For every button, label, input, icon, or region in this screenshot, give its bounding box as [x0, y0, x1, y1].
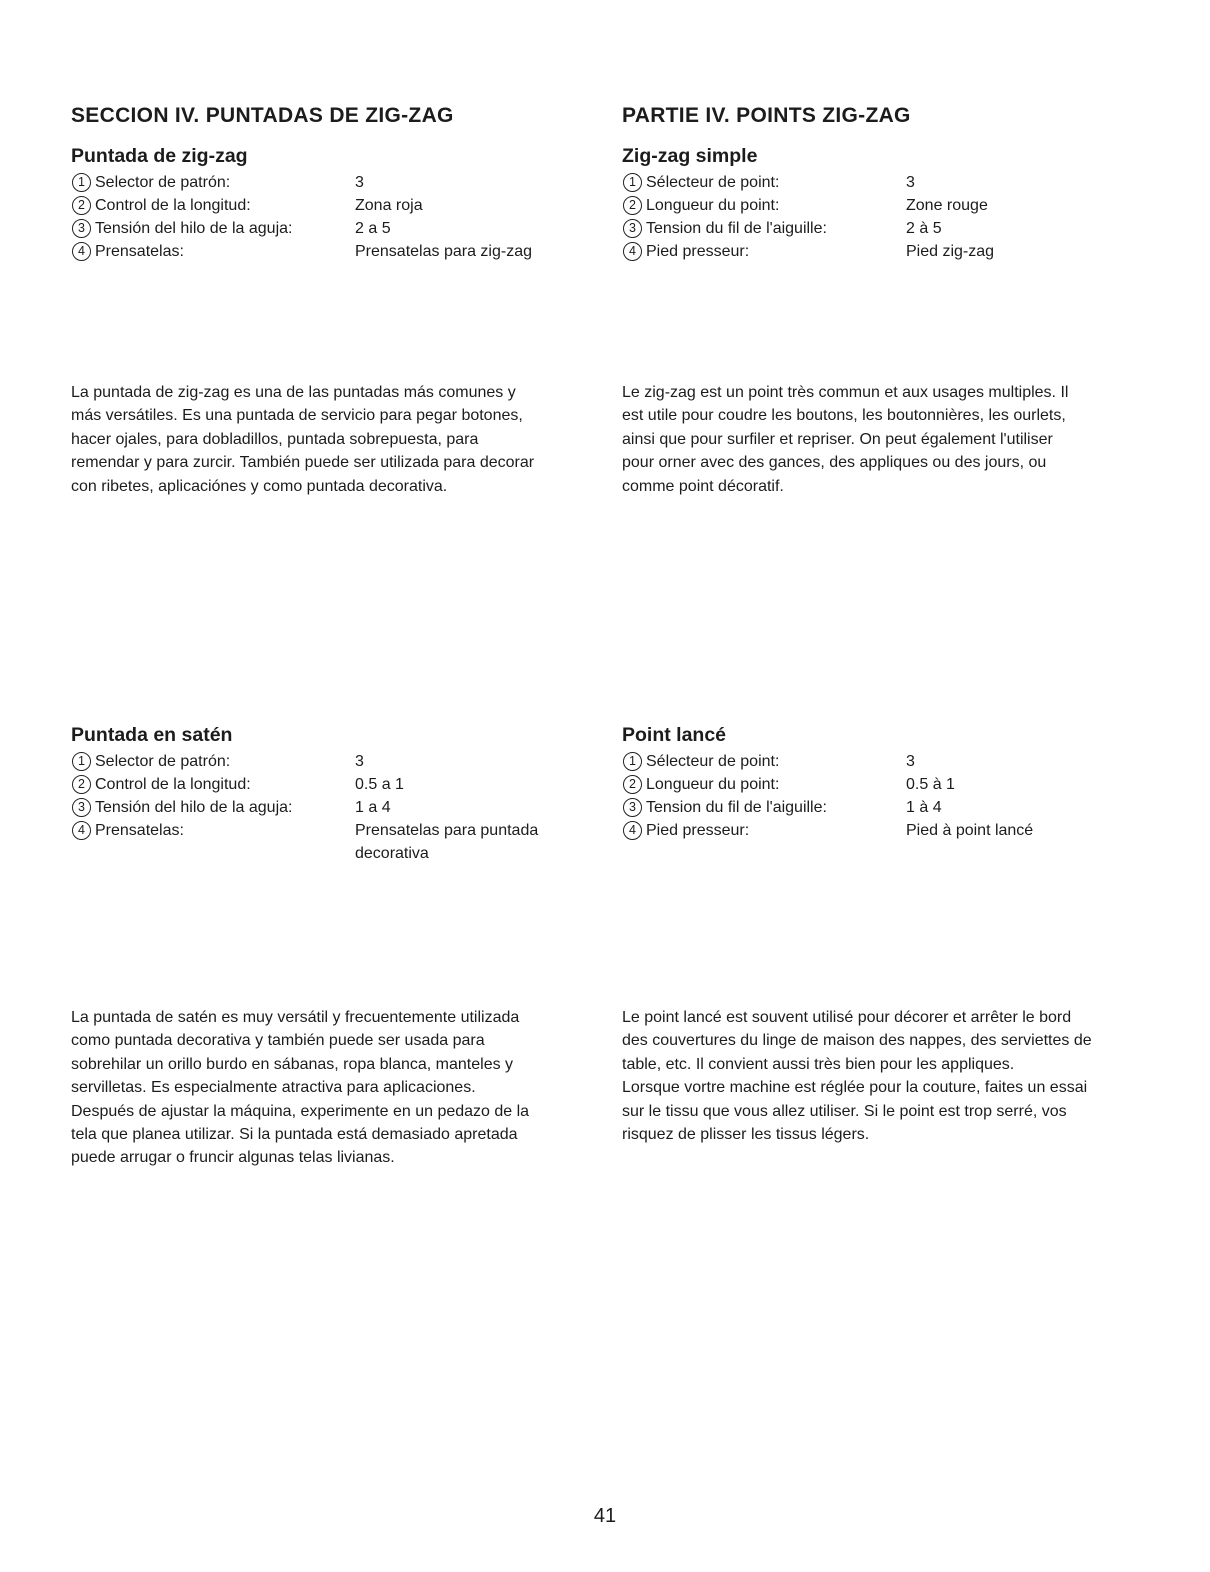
setting-value: Zona roja — [355, 197, 423, 214]
section-title-es: SECCION IV. PUNTADAS DE ZIG-ZAG — [71, 104, 454, 127]
setting-row — [622, 171, 1174, 194]
setting-label: Control de la longitud: — [95, 776, 251, 793]
setting-value: 2 a 5 — [355, 220, 391, 237]
description-paragraph-zigzag-es: La puntada de zig-zag es una de las puntadas más comunes y más versátiles. Es una puntada de servicio para pegar botones, hacer ojales, para dobladillos, puntada sobrepuesta, para remendar y para zurcir. También puede ser utilizada para decorar con ribetes, aplicaciónes y como puntada decorativa. — [71, 384, 535, 495]
circled-number: 3 — [72, 798, 91, 817]
setting-row — [622, 750, 1174, 773]
setting-row — [622, 240, 1174, 263]
subsection-heading-zigzag-es: Puntada de zig-zag — [71, 145, 248, 167]
setting-row — [71, 194, 623, 217]
setting-row — [71, 240, 623, 263]
spanish-column — [71, 0, 623, 1572]
setting-label: Selector de patrón: — [95, 753, 231, 770]
subsection-heading-zigzag-fr: Zig-zag simple — [622, 145, 758, 167]
circled-number: 2 — [623, 196, 642, 215]
circled-number: 1 — [72, 173, 91, 192]
setting-label: Prensatelas: — [95, 243, 184, 260]
setting-row — [71, 819, 623, 865]
description-paragraph-lance-fr: Le point lancé est souvent utilisé pour décorer et arrêter le bord des couvertures du linge de maison des nappes, des serviettes de table, etc. Il convient aussi très bien pour les appliques. Lorsque vortre machine est réglée pour la couture, faites un essai sur le tissu que vous allez utiliser. Si le point est trop serré, vos risquez de plisser les tissus légers. — [622, 1009, 1092, 1144]
setting-label: Pied presseur: — [646, 822, 750, 839]
setting-value: Pied zig-zag — [906, 243, 995, 260]
setting-row — [622, 796, 1174, 819]
setting-label: Sélecteur de point: — [646, 753, 780, 770]
setting-value: 3 — [906, 174, 915, 191]
setting-label: Longueur du point: — [646, 197, 780, 214]
circled-number: 2 — [623, 775, 642, 794]
page-number: 41 — [593, 1505, 617, 1527]
setting-row — [622, 773, 1174, 796]
circled-number: 1 — [623, 752, 642, 771]
settings-list-lance-fr — [622, 750, 1174, 842]
setting-row — [71, 171, 623, 194]
settings-list-satin-es — [71, 750, 623, 865]
subsection-heading-satin-es: Puntada en satén — [71, 724, 233, 746]
circled-number: 2 — [72, 775, 91, 794]
setting-label: Selector de patrón: — [95, 174, 231, 191]
setting-row — [622, 819, 1174, 842]
setting-row — [71, 217, 623, 240]
setting-value: 0.5 a 1 — [355, 776, 404, 793]
circled-number: 4 — [72, 821, 91, 840]
setting-row — [71, 773, 623, 796]
setting-value: Pied à point lancé — [906, 822, 1034, 839]
circled-number: 2 — [72, 196, 91, 215]
french-column — [622, 0, 1174, 1572]
setting-value: Prensatelas para zig-zag — [355, 243, 532, 260]
setting-label: Pied presseur: — [646, 243, 750, 260]
circled-number: 4 — [623, 821, 642, 840]
setting-value: 3 — [355, 753, 364, 770]
setting-label: Sélecteur de point: — [646, 174, 780, 191]
setting-value: 3 — [906, 753, 915, 770]
setting-label: Tension du fil de l'aiguille: — [646, 220, 827, 237]
description-paragraph-zigzag-fr: Le zig-zag est un point très commun et aux usages multiples. Il est utile pour coudre les boutons, les boutonnières, les ourlets, ainsi que pour surfiler et repriser. On peut également l'utiliser pour orner avec des gances, des appliques ou des jours, ou comme point décoratif. — [622, 384, 1069, 495]
setting-value: 2 à 5 — [906, 220, 942, 237]
setting-label: Control de la longitud: — [95, 197, 251, 214]
settings-list-zigzag-es — [71, 171, 623, 263]
circled-number: 3 — [623, 219, 642, 238]
circled-number: 4 — [72, 242, 91, 261]
setting-value: 1 à 4 — [906, 799, 942, 816]
circled-number: 3 — [72, 219, 91, 238]
setting-value: 1 a 4 — [355, 799, 391, 816]
setting-value: Zone rouge — [906, 197, 988, 214]
setting-value: 3 — [355, 174, 364, 191]
description-paragraph-satin-es: La puntada de satén es muy versátil y frecuentemente utilizada como puntada decorativa y también puede ser usada para sobrehilar un orillo burdo en sábanas, ropa blanca, manteles y servilletas. Es especialmente atractiva para aplicaciones. Después de ajustar la máquina, experimente en un pedazo de la tela que planea utilizar. Si la puntada está demasiado apretada puede arrugar o fruncir algunas telas livianas. — [71, 1009, 530, 1167]
setting-value: 0.5 à 1 — [906, 776, 955, 793]
setting-label: Tensión del hilo de la aguja: — [95, 799, 293, 816]
setting-label: Longueur du point: — [646, 776, 780, 793]
setting-row — [71, 796, 623, 819]
setting-label: Tensión del hilo de la aguja: — [95, 220, 293, 237]
circled-number: 1 — [72, 752, 91, 771]
circled-number: 1 — [623, 173, 642, 192]
setting-row — [622, 194, 1174, 217]
section-title-fr: PARTIE IV. POINTS ZIG-ZAG — [622, 104, 911, 127]
settings-list-zigzag-fr — [622, 171, 1174, 263]
setting-row — [71, 750, 623, 773]
circled-number: 3 — [623, 798, 642, 817]
circled-number: 4 — [623, 242, 642, 261]
setting-label: Tension du fil de l'aiguille: — [646, 799, 827, 816]
setting-value: Prensatelas para puntada decorativa — [355, 822, 539, 862]
setting-row — [622, 217, 1174, 240]
subsection-heading-lance-fr: Point lancé — [622, 724, 727, 746]
setting-label: Prensatelas: — [95, 822, 184, 839]
